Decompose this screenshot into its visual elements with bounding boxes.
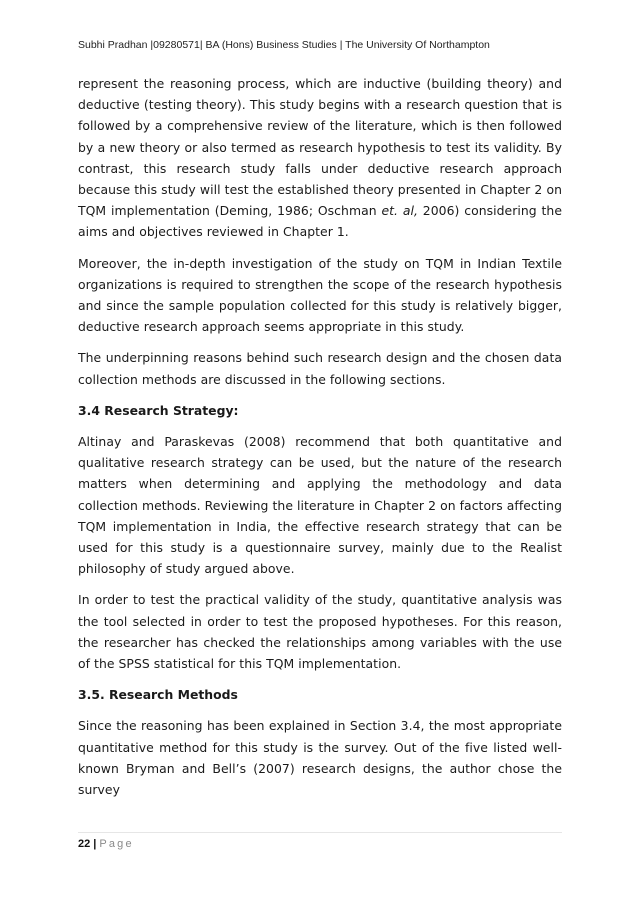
document-body [78,73,562,810]
paragraph-reasoning-process [78,73,562,243]
footer-divider [78,832,562,833]
paragraph-practical-validity: In order to test the practical validity of the study, quantitative analysis was the tool selected in order to test the proposed hypotheses. For this reason, the researcher has checked the relationships among variables with the use of the SPSS statistical for this TQM implementation. [78,592,562,672]
paragraph-research-strategy: Altinay and Paraskevas (2008) recommend that both quantitative and qualitative research strategy can be used, but the nature of the research matters when determining and applying the methodology and data collection methods. Reviewing the literature in Chapter 2 on factors affecting TQM implementation in India, the effective research strategy that can be used for this study is a questionnaire survey, mainly due to the Realist philosophy of study argued above. [78,434,562,577]
paragraph-text: represent the reasoning process, which are inductive (building theory) and deductive (testing theory). This study begins with a research question that is followed by a comprehensive review of the literature, which is then followed by a new theory or also termed as research hypothesis to test its validity. By contrast, this research study falls under deductive research approach because this study will test the established theory presented in Chapter 2 on TQM implementation (Deming, 1986; Oschman [78,76,562,219]
paragraph-research-methods: Since the reasoning has been explained in Section 3.4, the most appropriate quantitative method for this study is the survey. Out of the five listed well-known Bryman and Bell’s (2007) research designs, the author chose the survey [78,718,562,798]
paragraph-indian-textile: Moreover, the in-depth investigation of the study on TQM in Indian Textile organizations is required to strengthen the scope of the research hypothesis and since the sample population collected for this study is relatively bigger, deductive research approach seems appropriate in this study. [78,255,562,335]
section-heading-research-methods: 3.5. Research Methods [78,687,238,703]
paragraph-text: 2006) considering the aims and objectives reviewed in Chapter 1. [78,203,562,240]
page-label: Page [99,838,134,850]
citation-italic: et. al, [381,203,418,219]
paragraph-underpinning-reasons: The underpinning reasons behind such research design and the chosen data collection methods are discussed in the following sections. [78,350,562,387]
page-number: 22 [78,838,91,850]
page-header: Subhi Pradhan |09280571| BA (Hons) Business Studies | The University Of Northampton [78,39,490,51]
page-footer [78,838,134,850]
page-separator: | [93,838,97,850]
section-heading-research-strategy: 3.4 Research Strategy: [78,402,239,418]
